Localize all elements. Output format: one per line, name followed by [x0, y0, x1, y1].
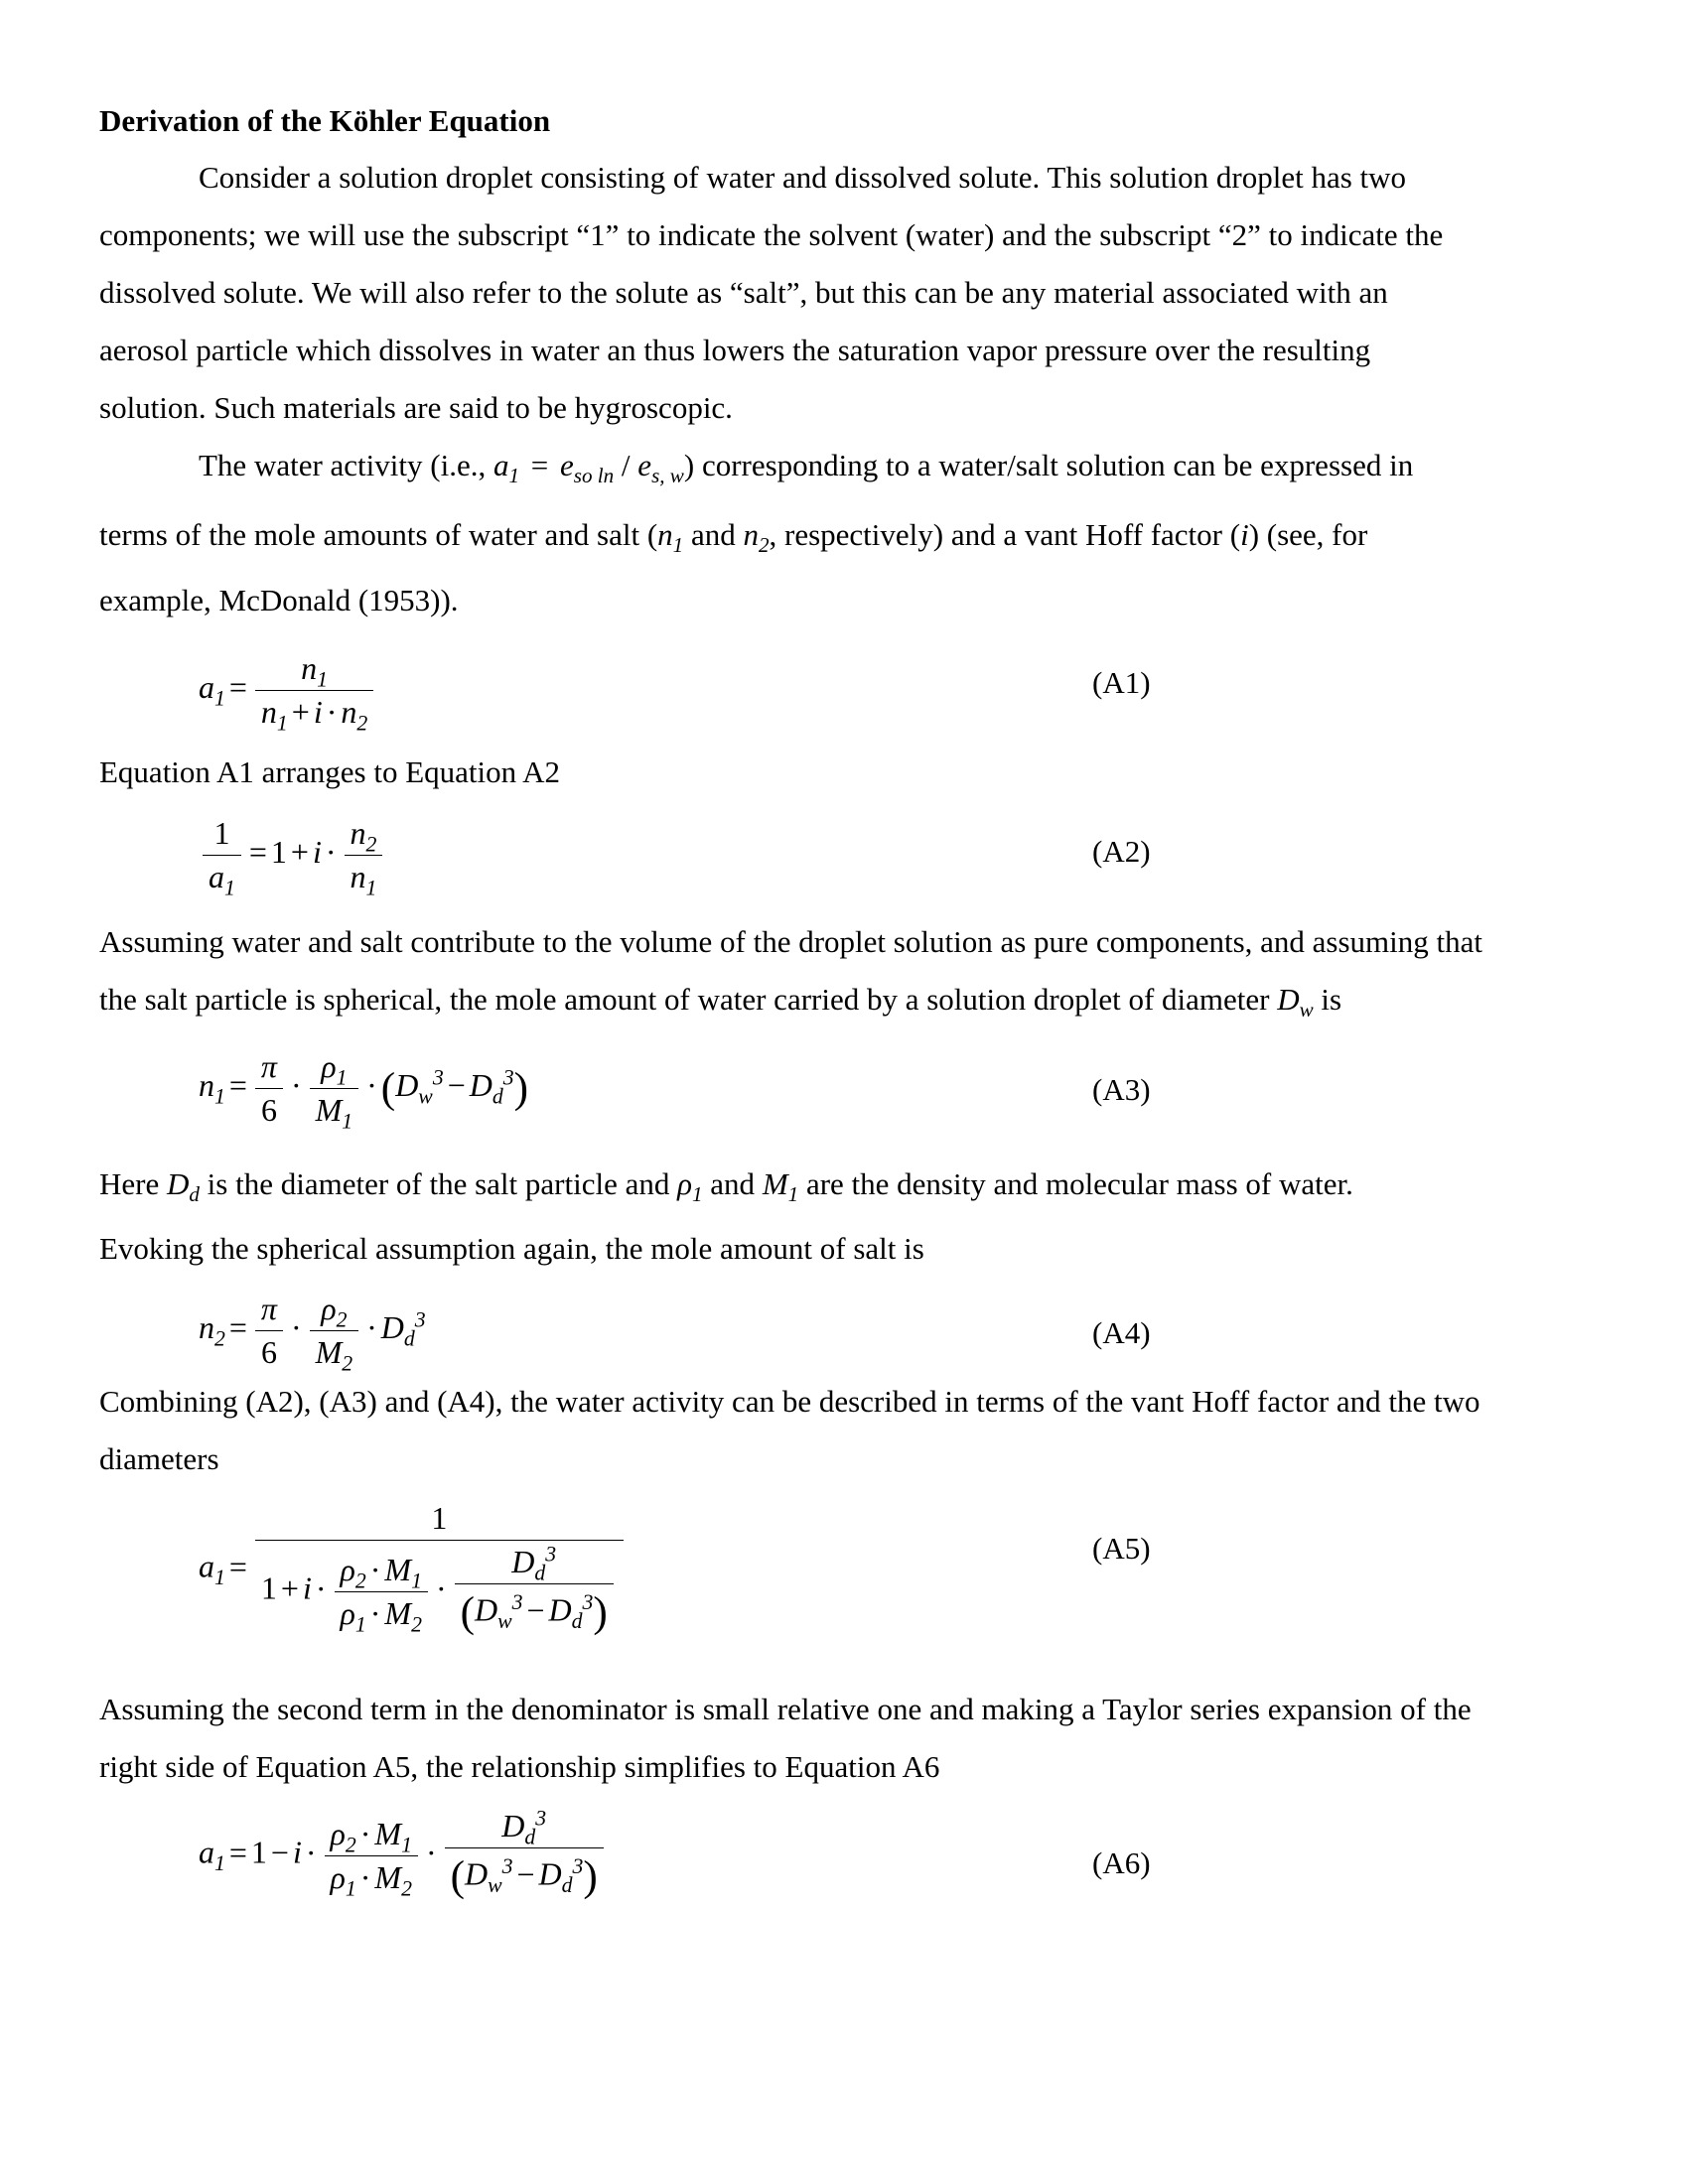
equation-a3: $n_1$ = $\frac{\pi}{6}$ · $\frac{\rho_1}{M_1}$ $\cdot(D_w^3 - D_d^3)$	[199, 1045, 528, 1132]
equation-a6: $a_1 = 1 - i$ · $\frac{\rho_2 \cdot M_1}{\rho_1 \cdot M_2}$ · $\frac{D_d^3}{(D_w^3 - D_d^3)}$	[199, 1805, 608, 1907]
paragraph-line	[99, 1166, 1353, 1207]
equation-label: (A6)	[1092, 1845, 1151, 1880]
paragraph-line: components; we will use the subscript “1” to indicate the solvent (water) and the subscript “2” to indicate the	[99, 217, 1444, 252]
paragraph-line: diameters	[99, 1441, 219, 1476]
equation-label: (A1)	[1092, 665, 1151, 700]
paragraph-line: Evoking the spherical assumption again, the mole amount of salt is	[99, 1231, 924, 1266]
paragraph-line: Assuming water and salt contribute to the volume of the droplet solution as pure components, and assuming that	[99, 924, 1483, 959]
equation-a5: $a_1$ = 1 1 + i · $\frac{\rho_2 \cdot M_1}{\rho_1 \cdot M_2}$ · $\frac{D_d^3}{(D_w^3 - D_d^3)}$	[199, 1497, 628, 1643]
text-fragment: ) (see, for	[1248, 517, 1368, 552]
section-title: Derivation of the Köhler Equation	[99, 103, 551, 138]
paragraph-line	[99, 982, 1342, 1023]
paragraph-line: aerosol particle which dissolves in water an thus lowers the saturation vapor pressure over the resulting	[99, 333, 1371, 367]
text-fragment: and	[702, 1166, 763, 1201]
inline-math-i: i	[1240, 517, 1249, 552]
equation-label: (A2)	[1092, 834, 1151, 869]
inline-math-m1: $M_1$	[762, 1166, 799, 1207]
inline-math-n2: $n_2$	[743, 517, 770, 558]
equation-a1: $a_1$ = $\frac{n_1}{n_1 + i \cdot n_2}$	[199, 647, 377, 734]
paragraph-line: example, McDonald (1953)).	[99, 583, 459, 617]
equation-label: (A3)	[1092, 1072, 1151, 1107]
inline-math-n1: $n_1$	[657, 517, 684, 558]
paragraph-line	[99, 517, 1368, 558]
equation-label: (A4)	[1092, 1315, 1151, 1350]
text-fragment: is the diameter of the salt particle and	[199, 1166, 678, 1201]
inline-math-activity: $a_1 = e_{so ln} / e_{s, w}$	[492, 448, 684, 488]
text-fragment: Here	[99, 1166, 167, 1201]
equation-label: (A5)	[1092, 1531, 1151, 1566]
paragraph-line: solution. Such materials are said to be hygroscopic.	[99, 390, 733, 425]
text-fragment: terms of the mole amounts of water and salt (	[99, 517, 658, 552]
text-fragment: and	[683, 517, 744, 552]
text-fragment: ) corresponding to a water/salt solution can be expressed in	[683, 448, 1414, 482]
inline-math-dw: $D_w$	[1277, 982, 1314, 1023]
inline-math-rho1: $\rho_1$	[677, 1166, 703, 1207]
paragraph-line	[199, 448, 1414, 488]
text-fragment: , respectively) and a vant Hoff factor (	[769, 517, 1241, 552]
paragraph-line: right side of Equation A5, the relationship simplifies to Equation A6	[99, 1749, 940, 1784]
paragraph-line: Equation A1 arranges to Equation A2	[99, 754, 561, 789]
paragraph-line: dissolved solute. We will also refer to the solute as “salt”, but this can be any material associated with an	[99, 275, 1388, 310]
text-fragment: is	[1313, 982, 1342, 1017]
paragraph-line: Combining (A2), (A3) and (A4), the water activity can be described in terms of the vant Hoff factor and the two	[99, 1384, 1480, 1419]
paragraph-line: Consider a solution droplet consisting of water and dissolved solute. This solution droplet has two	[199, 160, 1407, 195]
paragraph-line: Assuming the second term in the denominator is small relative one and making a Taylor series expansion of the	[99, 1692, 1472, 1726]
equation-a2: $\frac{1}{a_1}$ = 1 + i · $\frac{n_2}{n_1}$	[199, 812, 386, 898]
text-fragment: The water activity (i.e.,	[199, 448, 493, 482]
text-fragment: the salt particle is spherical, the mole amount of water carried by a solution droplet of diameter	[99, 982, 1278, 1017]
text-fragment: are the density and molecular mass of water.	[798, 1166, 1353, 1201]
inline-math-dd: $D_d$	[166, 1166, 200, 1207]
equation-a4: $n_2$ = $\frac{\pi}{6}$ · $\frac{\rho_2}{M_2}$ · $D_d^3$	[199, 1288, 426, 1374]
